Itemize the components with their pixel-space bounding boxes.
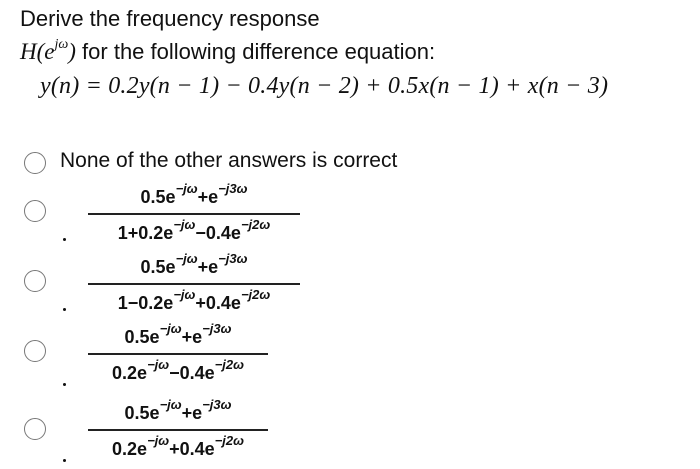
- option-5-numerator: $0.5e^{-j\omega}+e^{-j3\omega}$: [124, 397, 232, 423]
- option-3-marker: [63, 308, 66, 311]
- option-4-marker: [63, 383, 66, 386]
- option-5-denominator: $0.2e^{-j\omega}+0.4e^{-j2\omega}$: [112, 433, 244, 459]
- option-3-fraction-bar: [88, 283, 300, 285]
- option-3-denominator: $1-0.2e^{-j\omega}+0.4e^{-j2\omega}$: [117, 287, 271, 313]
- option-4-fraction[interactable]: [88, 321, 268, 384]
- option-4-numerator: $0.5e^{-j\omega}+e^{-j3\omega}$: [124, 321, 232, 347]
- question-line-2: [20, 39, 435, 65]
- option-5-radio[interactable]: [24, 418, 46, 440]
- option-3-fraction[interactable]: [88, 251, 300, 314]
- difference-equation: y(n) = 0.2y(n − 1) − 0.4y(n − 2) + 0.5x(n − 1) + x(n − 3): [40, 73, 609, 99]
- option-2-numerator: $0.5e^{-j\omega}+e^{-j3\omega}$: [140, 181, 248, 207]
- question-line-1: Derive the frequency response: [20, 6, 320, 31]
- option-4-radio[interactable]: [24, 340, 46, 362]
- option-4-denominator: $0.2e^{-j\omega}-0.4e^{-j2\omega}$: [112, 357, 244, 383]
- option-3-radio[interactable]: [24, 270, 46, 292]
- option-2-marker: [63, 238, 66, 241]
- option-2-fraction-bar: [88, 213, 300, 215]
- option-5-marker: [63, 459, 66, 462]
- option-5-fraction[interactable]: [88, 397, 268, 460]
- option-2-radio[interactable]: [24, 200, 46, 222]
- option-4-fraction-bar: [88, 353, 268, 355]
- transfer-function-symbol: $H(e^{j\omega})$: [20, 37, 76, 64]
- option-2-denominator: $1+0.2e^{-j\omega}-0.4e^{-j2\omega}$: [117, 217, 271, 243]
- option-5-fraction-bar: [88, 429, 268, 431]
- option-1-label[interactable]: None of the other answers is correct: [60, 149, 398, 172]
- option-3-numerator: $0.5e^{-j\omega}+e^{-j3\omega}$: [140, 251, 248, 277]
- question-line-2-text: for the following difference equation:: [75, 39, 436, 64]
- option-1-radio[interactable]: [24, 152, 46, 174]
- option-2-fraction[interactable]: [88, 181, 300, 244]
